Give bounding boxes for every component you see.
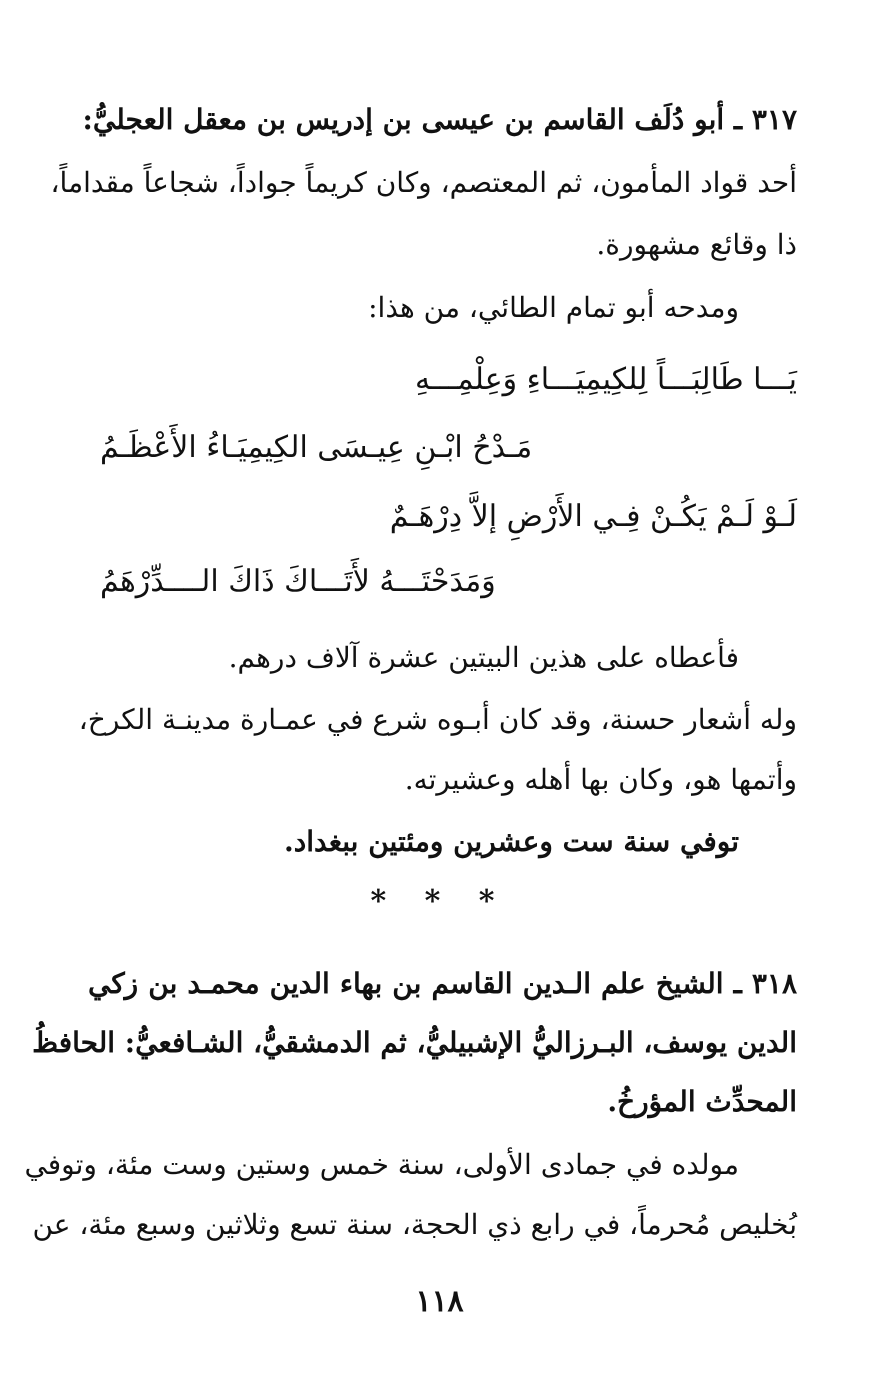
entry-318-heading-line-1: ٣١٨ ـ الشيخ علم الـدين القاسم بن بهاء الدين محمـد بن زكي [88, 967, 797, 1000]
entry-318-para-line-2: بُخليص مُحرماً، في رابع ذي الحجة، سنة تسع وثلاثين وسبع مئة، عن [32, 1208, 797, 1241]
verse-1-second-hemistich: مَـدْحُ ابْـنِ عِيـسَى الكِيمِيَـاءُ الأَعْظَـمُ [100, 430, 533, 465]
section-separator: * * * [370, 884, 509, 919]
entry-317-death: توفي سنة ست وعشرين ومئتين ببغداد. [284, 825, 739, 858]
entry-318-heading-line-3: المحدِّث المؤرخُ. [607, 1085, 797, 1118]
entry-318-heading-line-2: الدين يوسف، البـرزاليُّ الإشبيليُّ، ثم الدمشقيُّ، الشـافعيُّ: الحافظُ [32, 1026, 797, 1059]
entry-317-after-verse: فأعطاه على هذين البيتين عشرة آلاف درهم. [228, 641, 739, 674]
verse-1-first-hemistich: يَـــا طَالِبَـــاً لِلكِيمِيَـــاءِ وَعِلْمِـــهِ [414, 362, 797, 397]
entry-317-intro: ومدحه أبو تمام الطائي، من هذا: [368, 291, 739, 324]
verse-2-second-hemistich: وَمَدَحْتَـــهُ لأَتَـــاكَ ذَاكَ الــــدِّرْهَمُ [100, 564, 496, 599]
entry-317-para2-line-1: وله أشعار حسنة، وقد كان أبـوه شرع في عمـارة مدينـة الكرخ، [78, 703, 797, 736]
entry-317-line-1: أحد قواد المأمون، ثم المعتصم، وكان كريماً جواداً، شجاعاً مقداماً، [50, 166, 797, 199]
entry-317-heading: ٣١٧ ـ أبو دُلَف القاسم بن عيسى بن إدريس بن معقل العجليُّ: [82, 103, 797, 136]
verse-2-first-hemistich: لَـوْ لَـمْ يَكُـنْ فِـي الأَرْضِ إلاَّ دِرْهَـمٌ [389, 499, 797, 534]
entry-318-para-line-1: مولده في جمادى الأولى، سنة خمس وستين وست مئة، وتوفي [24, 1148, 739, 1181]
entry-317-line-2: ذا وقائع مشهورة. [596, 228, 797, 261]
page-number: ١١٨ [415, 1284, 464, 1319]
entry-317-para2-line-2: وأتمها هو، وكان بها أهله وعشيرته. [404, 763, 797, 796]
